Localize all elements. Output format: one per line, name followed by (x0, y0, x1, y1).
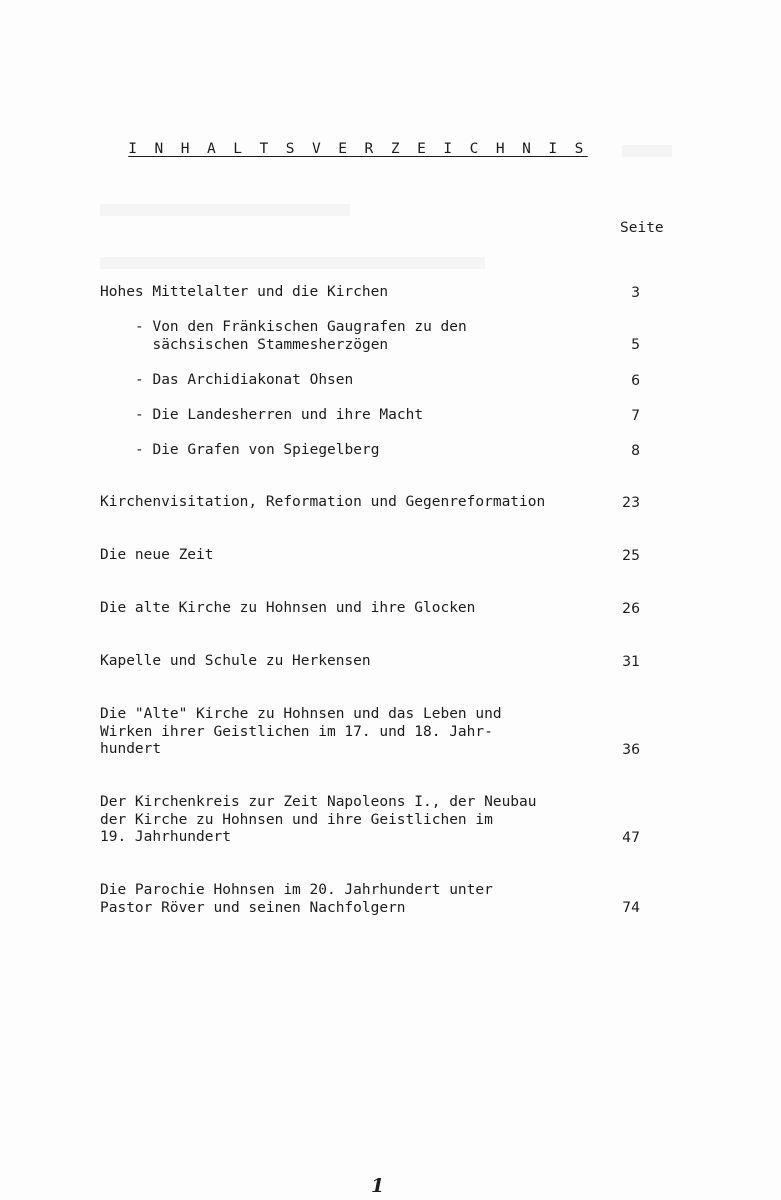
toc-entry-text: Die alte Kirche zu Hohnsen und ihre Glocken (100, 600, 476, 616)
bleed-through-mark (100, 257, 485, 269)
toc-entry-text: - Von den Fränkischen Gaugrafen zu den sächsischen Stammesherzögen (135, 319, 467, 353)
toc-entry-text: Kapelle und Schule zu Herkensen (100, 653, 371, 669)
toc-entry-page: 3 (631, 284, 640, 301)
toc-subentry (135, 442, 660, 460)
toc-entry-page: 36 (622, 741, 640, 758)
toc-entry-text: - Die Grafen von Spiegelberg (135, 442, 380, 458)
page-number: 1 (371, 1175, 385, 1197)
toc-entry-text: - Die Landesherren und ihre Macht (135, 407, 424, 423)
toc-entry-text: Der Kirchenkreis zur Zeit Napoleons I., der Neubau der Kirche zu Hohnsen und ihre Geistlichen im 19. Jahrhundert (100, 794, 537, 845)
toc-entry-page: 26 (622, 600, 640, 617)
toc-subentry (135, 319, 660, 354)
toc-entry (100, 547, 660, 565)
toc-entry-text: Die Parochie Hohnsen im 20. Jahrhundert unter Pastor Röver und seinen Nachfolgern (100, 882, 493, 916)
toc-entry (100, 706, 660, 759)
toc-entry (100, 653, 660, 671)
toc-entry-page: 25 (622, 547, 640, 564)
toc-entry (100, 600, 660, 618)
toc-title: I N H A L T S V E R Z E I C H N I S (128, 141, 588, 157)
page-column-label: Seite (620, 220, 664, 236)
toc-entry-text: Die "Alte" Kirche zu Hohnsen und das Leben und Wirken ihrer Geistlichen im 17. und 18. Jahr- hundert (100, 706, 502, 757)
toc-entry-page: 5 (631, 336, 640, 353)
toc-entry-page: 7 (631, 407, 640, 424)
toc-subentry (135, 372, 660, 390)
toc-entry-page: 8 (631, 442, 640, 459)
toc-entry-text: - Das Archidiakonat Ohsen (135, 372, 354, 388)
toc-entry (100, 882, 660, 917)
toc-entry (100, 494, 660, 512)
toc-entry-page: 6 (631, 372, 640, 389)
toc-entry-page: 74 (622, 899, 640, 916)
toc-entry-page: 23 (622, 494, 640, 511)
toc-entry-text: Hohes Mittelalter und die Kirchen (100, 284, 389, 300)
bleed-through-mark (100, 204, 350, 216)
toc-entry (100, 794, 660, 847)
toc-entry-text: Die neue Zeit (100, 547, 214, 563)
toc-entry-page: 47 (622, 829, 640, 846)
toc-entry (100, 284, 660, 302)
toc-entry-text: Kirchenvisitation, Reformation und Gegenreformation (100, 494, 546, 510)
toc-subentry (135, 407, 660, 425)
toc-entry-page: 31 (622, 653, 640, 670)
